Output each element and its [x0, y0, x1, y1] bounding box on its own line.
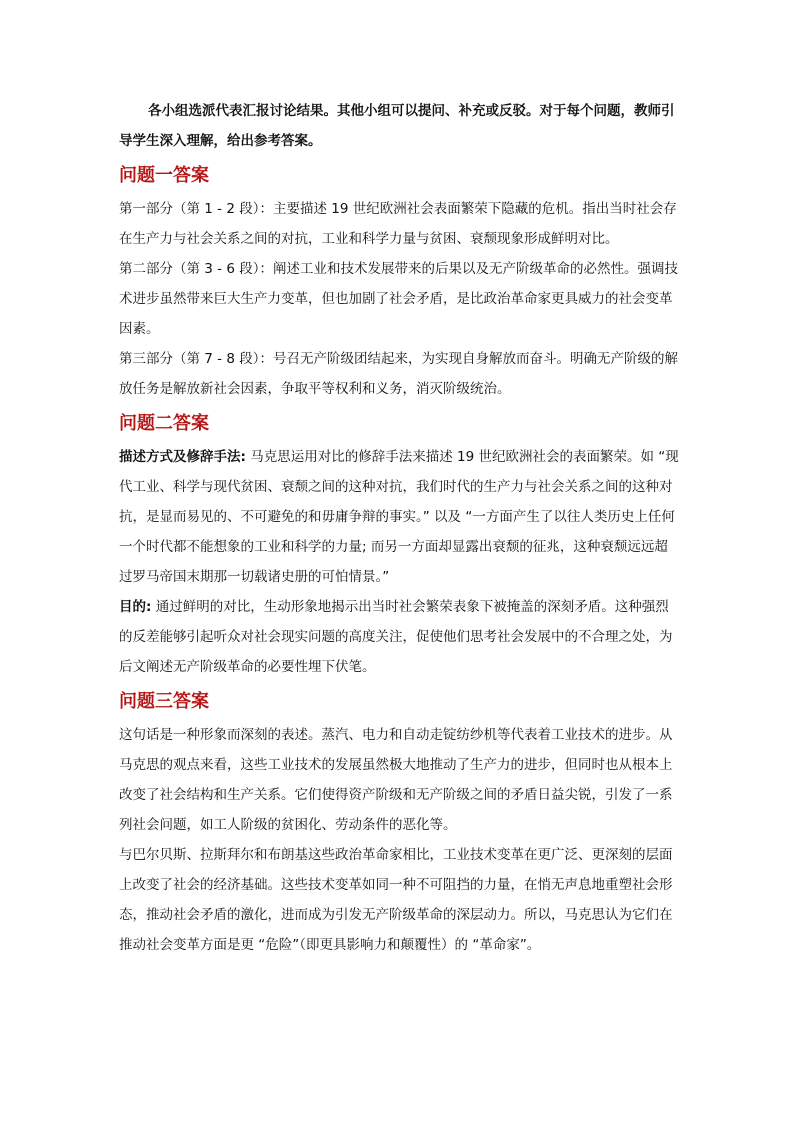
document-body	[119, 96, 679, 960]
q3-paragraph-2: 与巴尔贝斯、拉斯拜尔和布朗基这些政治革命家相比，工业技术变革在更广泛、更深刻的层面上改变了社会的经济基础。这些技术变革如同一种不可阻挡的力量，在悄无声息地重塑社会形态，推动社会矛盾的激化，进而成为引发无产阶级革命的深层动力。所以，马克思认为它们在推动社会变革方面是更 “危险”（即更具影响力和颠覆性）的 “革命家”。	[119, 847, 673, 953]
intro-paragraph: 各小组选派代表汇报讨论结果。其他小组可以提问、补充或反驳。对于每个问题，教师引导学生深入理解，给出参考答案。	[119, 103, 675, 149]
section-heading-q2: 问题二答案	[119, 413, 209, 434]
q2-purpose-paragraph	[119, 592, 679, 682]
q2-purpose-lead: 目的:	[119, 599, 152, 615]
q2-rhetoric-lead: 描述方式及修辞手法:	[119, 449, 246, 465]
q1-part-one: 第一部分（第 1 - 2 段）：主要描述 19 世纪欧洲社会表面繁荣下隐藏的危机。指出当时社会存在生产力与社会关系之间的对抗，工业和科学力量与贫困、衰颓现象形成鲜明对比。	[119, 201, 677, 247]
q1-part-two: 第二部分（第 3 - 6 段）：阐述工业和技术发展带来的后果以及无产阶级革命的必然性。强调技术进步虽然带来巨大生产力变革，但也加剧了社会矛盾，是比政治革命家更具威力的社会变革因素。	[119, 261, 678, 337]
section-heading-q1: 问题一答案	[119, 165, 209, 186]
q2-rhetoric-text: 马克思运用对比的修辞手法来描述 19 世纪欧洲社会的表面繁荣。如 “现代工业、科学与现代贫困、衰颓之间的这种对抗，我们时代的生产力与社会关系之间的这种对抗，是显而易见的、不可避免的和毋庸争辩的事实。” 以及 “一方面产生了以往人类历史上任何一个时代都不能想象的工业和科学的力量; 而另一方面却显露出衰颓的征兆，这种衰颓远远超过罗马帝国末期那一切载诸史册的可怕情景。”	[119, 449, 679, 585]
q2-purpose-text: 通过鲜明的对比，生动形象地揭示出当时社会繁荣表象下被掩盖的深刻矛盾。这种强烈的反差能够引起听众对社会现实问题的高度关注，促使他们思考社会发展中的不合理之处，为后文阐述无产阶级革命的必要性埋下伏笔。	[119, 599, 673, 675]
q3-paragraph-1: 这句话是一种形象而深刻的表述。蒸汽、电力和自动走锭纺纱机等代表着工业技术的进步。从马克思的观点来看，这些工业技术的发展虽然极大地推动了生产力的进步，但同时也从根本上改变了社会结构和生产关系。它们使得资产阶级和无产阶级之间的矛盾日益尖锐，引发了一系列社会问题，如工人阶级的贫困化、劳动条件的恶化等。	[119, 727, 673, 833]
section-heading-q3: 问题三答案	[119, 691, 209, 712]
q1-part-three: 第三部分（第 7 - 8 段）：号召无产阶级团结起来，为实现自身解放而奋斗。明确无产阶级的解放任务是解放新社会因素，争取平等权利和义务，消灭阶级统治。	[119, 351, 678, 397]
q2-rhetoric-paragraph	[119, 442, 679, 592]
